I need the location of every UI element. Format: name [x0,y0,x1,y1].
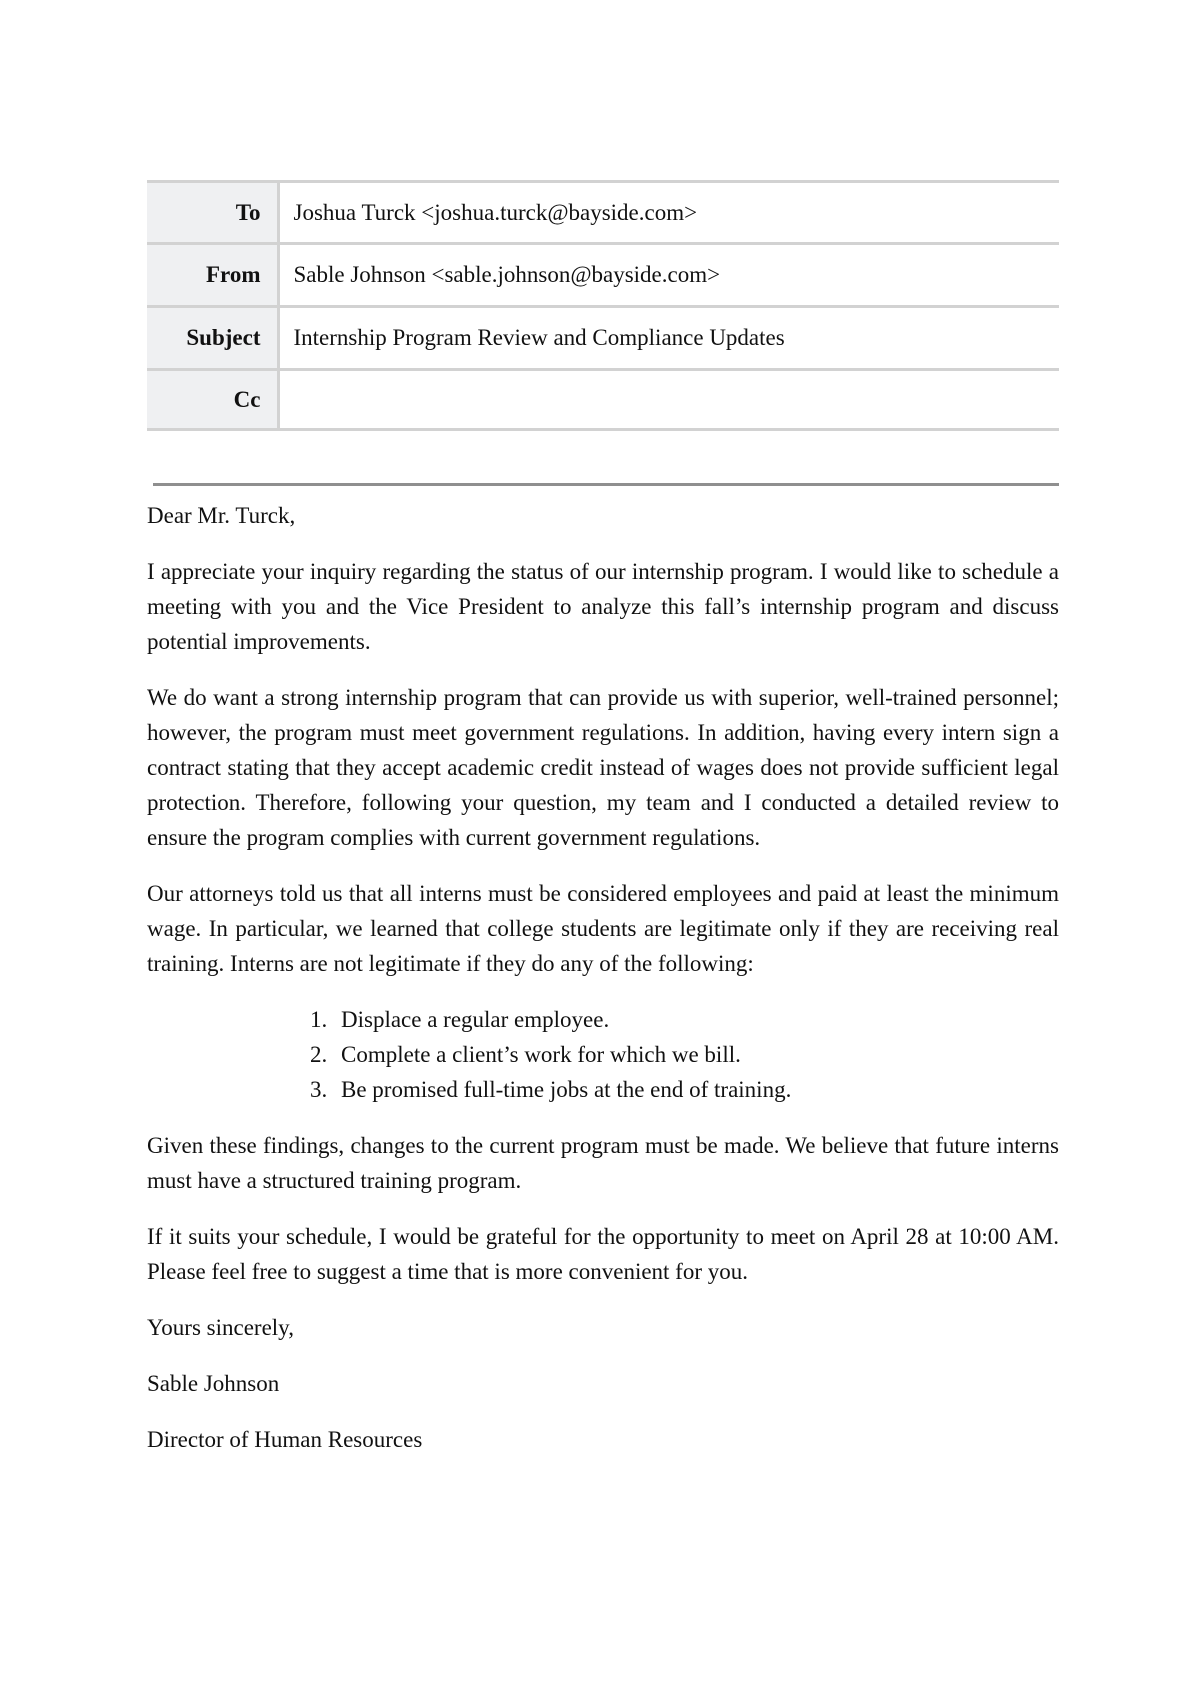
list-item: 2. Complete a client’s work for which we bill. [333,1037,1059,1072]
paragraph-5: If it suits your schedule, I would be grateful for the opportunity to meet on April 28 at 10:00 AM. Please feel free to suggest a time that is more convenient for you. [147,1224,1059,1284]
paragraph-1: I appreciate your inquiry regarding the status of our internship program. I would like to schedule a meeting with you and the Vice President to analyze this fall’s internship program and discuss potential improvements. [147,559,1059,654]
to-label: To [147,182,278,244]
from-row [147,244,1059,307]
subject-value: Internship Program Review and Compliance Updates [293,325,785,350]
findings-list [147,1002,1059,1107]
closing: Yours sincerely, [147,1315,294,1340]
cc-label: Cc [147,370,278,430]
salutation: Dear Mr. Turck, [147,503,296,528]
subject-row [147,307,1059,370]
letter-body [147,498,1059,1478]
list-item: 1. Displace a regular employee. [333,1002,1059,1037]
email-document [147,180,1059,1452]
from-value: Sable Johnson <sable.johnson@bayside.com> [293,262,721,287]
paragraph-2: We do want a strong internship program that can provide us with superior, well-trained personnel; however, the program must meet government regulations. In addition, having every intern sign a contract stating that they accept academic credit instead of wages does not provide sufficient legal protection. Therefore, following your question, my team and I conducted a detailed review to ensure the program complies with current government regulations. [147,685,1059,850]
list-item: 3. Be promised full-time jobs at the end of training. [333,1072,1059,1107]
header-divider [153,483,1059,486]
signature-title: Director of Human Resources [147,1427,423,1452]
paragraph-4: Given these findings, changes to the current program must be made. We believe that future interns must have a structured training program. [147,1133,1059,1193]
to-row [147,182,1059,244]
from-label: From [147,244,278,307]
cc-value [278,370,1059,430]
paragraph-3: Our attorneys told us that all interns must be considered employees and paid at least the minimum wage. In particular, we learned that college students are legitimate only if they are receiving real training. Interns are not legitimate if they do any of the following: [147,881,1059,976]
signature-name: Sable Johnson [147,1371,280,1396]
email-header-table [147,180,1059,431]
to-value: Joshua Turck <joshua.turck@bayside.com> [293,199,698,225]
subject-label: Subject [147,307,278,370]
cc-row [147,370,1059,430]
